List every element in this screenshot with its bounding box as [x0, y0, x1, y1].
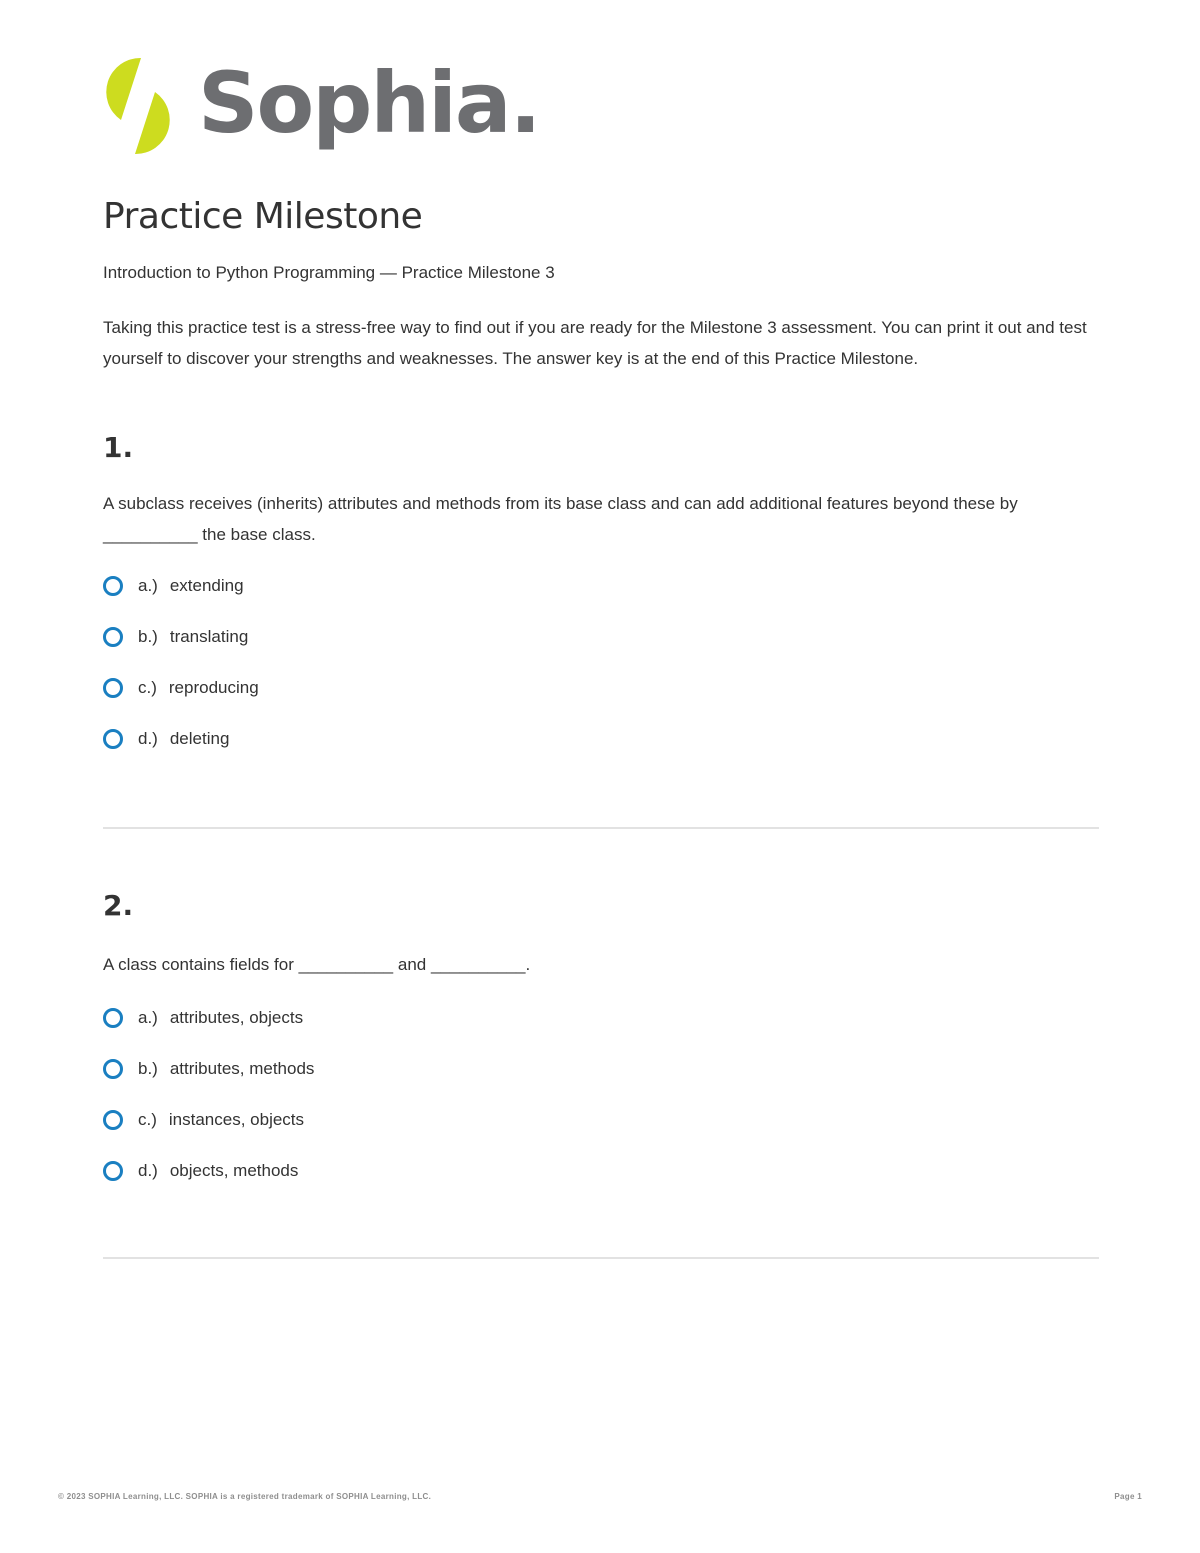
option-text: attributes, objects — [169, 1007, 304, 1027]
option-letter: a.) — [138, 575, 158, 595]
option-letter: c.) — [138, 677, 157, 697]
sophia-logo — [102, 54, 540, 158]
option-text: translating — [169, 626, 249, 646]
option-text: instances, objects — [168, 1109, 305, 1129]
option-letter: d.) — [138, 728, 158, 748]
page-number: Page 1 — [1114, 1492, 1142, 1501]
radio-button-icon[interactable] — [103, 1008, 123, 1028]
answer-option-d[interactable] — [103, 713, 259, 764]
question-divider — [103, 827, 1099, 829]
page-title: Practice Milestone — [103, 196, 423, 237]
answer-option-c[interactable] — [103, 662, 259, 713]
answer-option-a[interactable] — [103, 560, 259, 611]
sophia-wordmark: Sophia. — [198, 54, 540, 152]
radio-button-icon[interactable] — [103, 1110, 123, 1130]
answer-option-a[interactable] — [103, 992, 314, 1043]
option-letter: a.) — [138, 1007, 158, 1027]
option-letter: c.) — [138, 1109, 157, 1129]
option-text: reproducing — [168, 677, 259, 697]
question-1 — [103, 428, 1103, 748]
radio-button-icon[interactable] — [103, 678, 123, 698]
answer-option-d[interactable] — [103, 1145, 314, 1196]
radio-button-icon[interactable] — [103, 627, 123, 647]
question-text: A class contains fields for __________ and __________. — [103, 955, 531, 974]
answer-options — [103, 560, 259, 764]
option-text: attributes, methods — [169, 1058, 315, 1078]
question-divider — [103, 1257, 1099, 1259]
sophia-logo-mark-icon — [102, 54, 174, 158]
intro-paragraph: Taking this practice test is a stress-free way to find out if you are ready for the Milestone 3 assessment. You can print it out and test yourself to discover your strengths and weaknesses. The answer key is at the end of this Practice Milestone. — [103, 318, 1087, 368]
option-text: deleting — [169, 728, 230, 748]
wordmark-dot: . — [509, 54, 540, 152]
answer-option-b[interactable] — [103, 611, 259, 662]
question-number: 1. — [103, 431, 134, 464]
radio-button-icon[interactable] — [103, 1161, 123, 1181]
copyright-notice: © 2023 SOPHIA Learning, LLC. SOPHIA is a registered trademark of SOPHIA Learning, LLC. — [58, 1492, 432, 1501]
page-footer — [58, 1492, 1142, 1501]
page-subtitle: Introduction to Python Programming — Practice Milestone 3 — [103, 263, 555, 282]
question-number: 2. — [103, 889, 134, 922]
radio-button-icon[interactable] — [103, 729, 123, 749]
option-letter: d.) — [138, 1160, 158, 1180]
radio-button-icon[interactable] — [103, 576, 123, 596]
radio-button-icon[interactable] — [103, 1059, 123, 1079]
option-letter: b.) — [138, 1058, 158, 1078]
question-2 — [103, 886, 1103, 1180]
answer-option-b[interactable] — [103, 1043, 314, 1094]
answer-options — [103, 992, 314, 1196]
option-letter: b.) — [138, 626, 158, 646]
answer-option-c[interactable] — [103, 1094, 314, 1145]
option-text: objects, methods — [169, 1160, 299, 1180]
question-text: A subclass receives (inherits) attributes and methods from its base class and can add additional features beyond these by __________ the base class. — [103, 494, 1018, 544]
option-text: extending — [169, 575, 244, 595]
